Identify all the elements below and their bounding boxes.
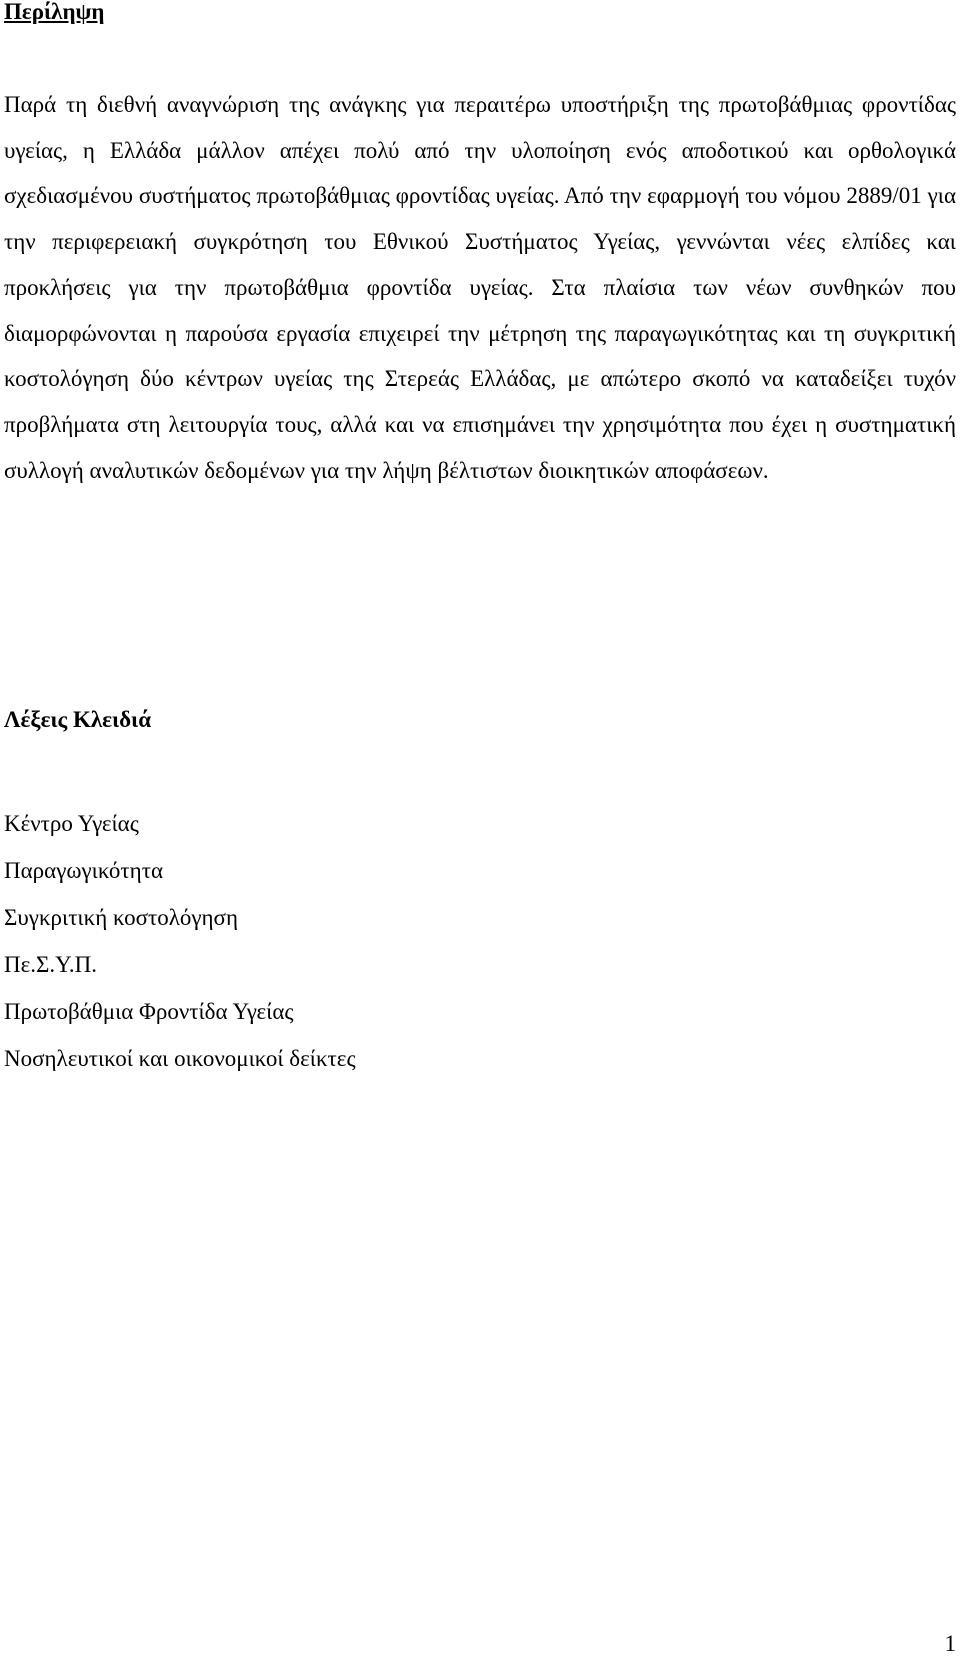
keyword-item: Παραγωγικότητα — [4, 858, 163, 883]
abstract-paragraph: Παρά τη διεθνή αναγνώριση της ανάγκης για περαιτέρω υποστήριξη της πρωτοβάθμιας φροντίδας υγείας, η Ελλάδα μάλλον απέχει πολύ από την υλοποίηση ενός αποδοτικού και ορθολογικά σχεδιασμένου συστήματος πρωτοβάθμιας φροντίδας υγείας. Από την εφαρμογή του νόμου 2889/01 για την περιφερειακή συγκρότηση του Εθνικού Συστήματος Υγείας, γεννώνται νέες ελπίδες και προκλήσεις για την πρωτοβάθμια φροντίδα υγείας. Στα πλαίσια των νέων συνθηκών που διαμορφώνονται η παρούσα εργασία επιχειρεί την μέτρηση της παραγωγικότητας και τη συγκριτική κοστολόγηση δύο κέντρων υγείας της Στερεάς Ελλάδας, με απώτερο σκοπό να καταδείξει τυχόν προβλήματα στη λειτουργία τους, αλλά και να επισημάνει την χρησιμότητα που έχει η συστηματική συλλογή αναλυτικών δεδομένων για την λήψη βέλτιστων διοικητικών αποφάσεων. — [4, 92, 956, 483]
keywords-list — [4, 800, 356, 1082]
keyword-item: Νοσηλευτικοί και οικονομικοί δείκτες — [4, 1046, 356, 1071]
keyword-item: Πρωτοβάθμια Φροντίδα Υγείας — [4, 999, 294, 1024]
keyword-item: Πε.Σ.Υ.Π. — [4, 952, 98, 977]
page-number: 1 — [944, 1631, 956, 1656]
keywords-heading: Λέξεις Κλειδιά — [4, 707, 152, 732]
keyword-item: Συγκριτική κοστολόγηση — [4, 905, 238, 930]
abstract-heading: Περίληψη — [4, 0, 105, 24]
keyword-item: Κέντρο Υγείας — [4, 811, 139, 836]
